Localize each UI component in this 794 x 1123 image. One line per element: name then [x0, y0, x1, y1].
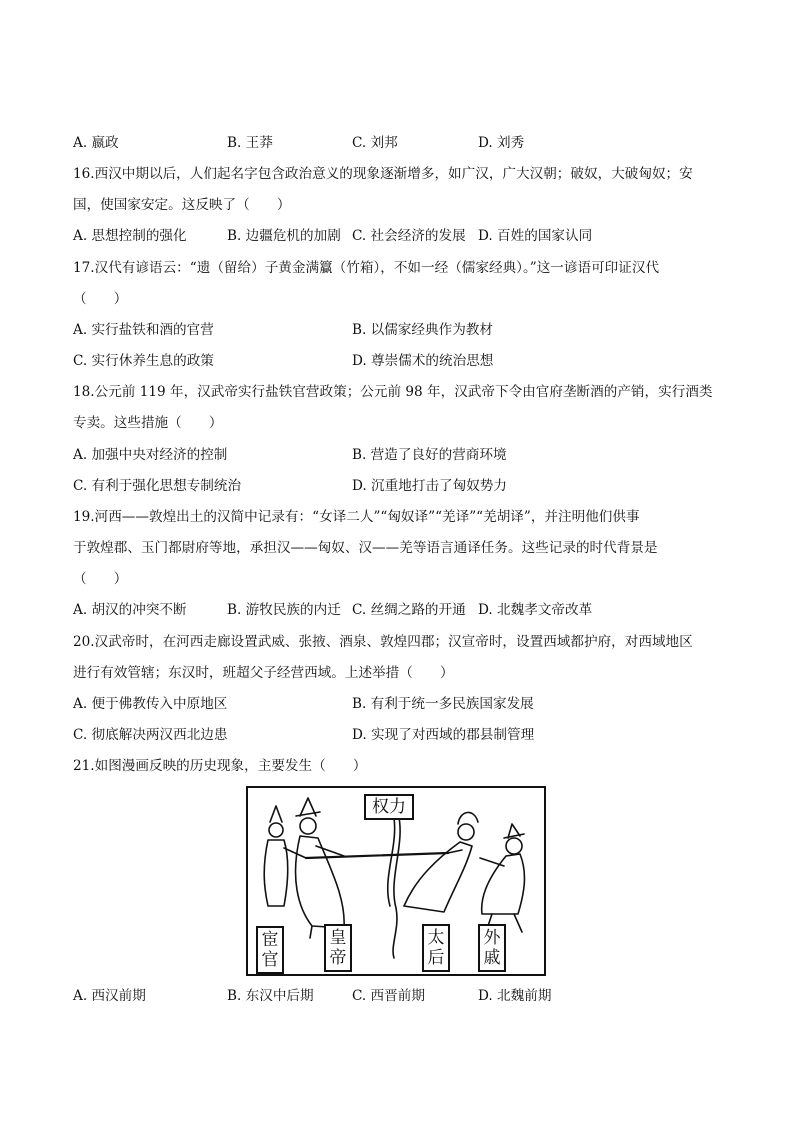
q15-option-b: B. 王莽 [227, 135, 273, 151]
q16-stem-line2: 国，使国家安定。这反映了（ ） [73, 197, 291, 213]
q19-option-c: C. 丝绸之路的开通 [352, 602, 466, 618]
q21-option-a: A. 西汉前期 [73, 988, 146, 1004]
q18-option-a: A. 加强中央对经济的控制 [73, 447, 228, 463]
q21-option-b: B. 东汉中后期 [227, 988, 314, 1004]
q21-option-d: D. 北魏前期 [478, 988, 552, 1004]
q20-option-b: B. 有利于统一多民族国家发展 [352, 696, 534, 712]
q21-stem-line1: 21.如图漫画反映的历史现象，主要发生（ ） [73, 758, 367, 774]
q19-stem-line2: 于敦煌郡、玉门都尉府等地，承担汉——匈奴、汉——羌等语言通译任务。这些记录的时代背景是 [73, 540, 658, 556]
q18-option-d: D. 沉重地打击了匈奴势力 [352, 478, 507, 494]
q17-option-c: C. 实行休养生息的政策 [73, 353, 214, 369]
q18-stem-line2: 专卖。这些措施（ ） [73, 415, 223, 431]
q18-stem-line1: 18.公元前 119 年，汉武帝实行盐铁官营政策；公元前 98 年，汉武帝下令由官府垄断酒的产销，实行酒类 [73, 384, 713, 400]
q19-stem-line3: （ ） [73, 571, 128, 587]
label-power: 权力 [364, 794, 414, 820]
q16-option-d: D. 百姓的国家认同 [478, 228, 593, 244]
q17-option-b: B. 以儒家经典作为教材 [352, 322, 493, 338]
q20-option-c: C. 彻底解决两汉西北边患 [73, 727, 228, 743]
q17-option-a: A. 实行盐铁和酒的官营 [73, 322, 214, 338]
q19-option-a: A. 胡汉的冲突不断 [73, 602, 187, 618]
label-eunuchs: 宦官 [256, 926, 284, 974]
q18-option-b: B. 营造了良好的营商环境 [352, 447, 507, 463]
q19-stem-line1: 19.河西——敦煌出土的汉简中记录有：“女译二人”“匈奴译”“羌译”“羌胡译”，并注明他们供事 [73, 509, 640, 525]
q17-option-d: D. 尊崇儒术的统治思想 [352, 353, 494, 369]
q19-option-d: D. 北魏孝文帝改革 [478, 602, 593, 618]
q20-stem-line2: 进行有效管辖；东汉时，班超父子经营西域。上述举措（ ） [73, 665, 454, 681]
q19-option-b: B. 游牧民族的内迁 [227, 602, 341, 618]
q15-option-a: A. 嬴政 [73, 135, 119, 151]
q15-option-c: C. 刘邦 [352, 135, 398, 151]
q15-option-d: D. 刘秀 [478, 135, 525, 151]
q21-option-c: C. 西晋前期 [352, 988, 425, 1004]
q16-option-b: B. 边疆危机的加剧 [227, 228, 341, 244]
q16-option-a: A. 思想控制的强化 [73, 228, 187, 244]
q17-stem-line1: 17.汉代有谚语云：“遗（留给）子黄金满籯（竹箱），不如一经（儒家经典）。”这一谚语可印证汉代 [73, 260, 660, 276]
q16-option-c: C. 社会经济的发展 [352, 228, 466, 244]
power-struggle-cartoon [246, 786, 546, 976]
label-consort-kin: 外戚 [478, 924, 506, 972]
q20-stem-line1: 20.汉武帝时，在河西走廊设置武威、张掖、酒泉、敦煌四郡；汉宣帝时，设置西域都护府，对西域地区 [73, 634, 693, 650]
q18-option-c: C. 有利于强化思想专制统治 [73, 478, 242, 494]
q16-stem-line1: 16.西汉中期以后，人们起名字包含政治意义的现象逐渐增多，如广汉，广大汉朝；破奴，大破匈奴；安 [73, 166, 693, 182]
q17-stem-line2: （ ） [73, 291, 128, 307]
label-empress-dowager: 太后 [422, 924, 450, 972]
q20-option-d: D. 实现了对西域的郡县制管理 [352, 727, 535, 743]
label-emperor: 皇帝 [324, 924, 352, 972]
q20-option-a: A. 便于佛教传入中原地区 [73, 696, 228, 712]
